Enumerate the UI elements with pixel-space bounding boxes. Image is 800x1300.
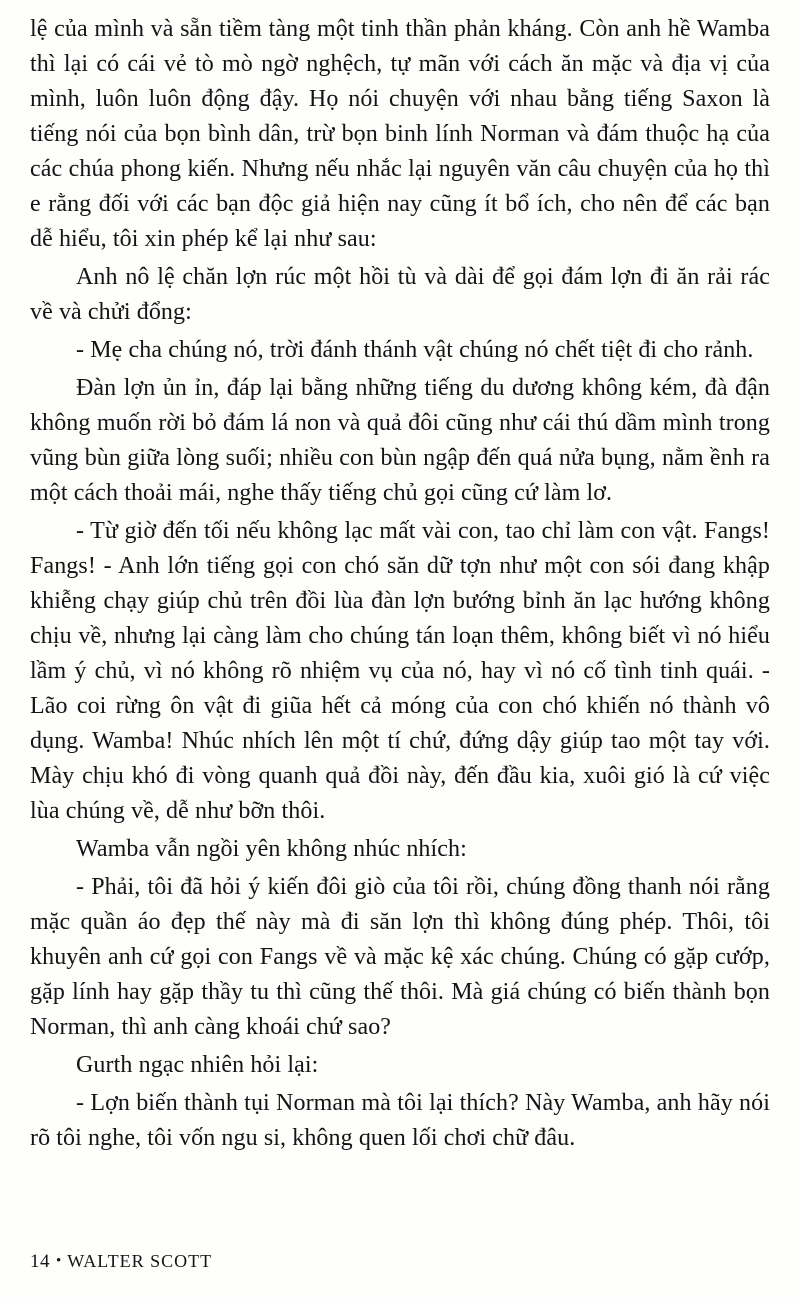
paragraph: Anh nô lệ chăn lợn rúc một hồi tù và dài để gọi đám lợn đi ăn rải rác về và chửi đổng:	[30, 264, 770, 325]
paragraph: - Từ giờ đến tối nếu không lạc mất vài con, tao chỉ làm con vật. Fangs! Fangs! - Anh lớn tiếng gọi con chó săn dữ tợn như một con sói đang khập khiễng chạy giúp chủ trên đồi lùa đàn lợn bướng bỉnh ăn lạc hướng không chịu về, nhưng lại càng làm cho chúng tán loạn thêm, không biết vì nó hiểu lầm ý chủ, vì nó không rõ nhiệm vụ của nó, hay vì nó cố tình tinh quái. - Lão coi rừng ôn vật đi giũa hết cả móng của con chó khiến nó thành vô dụng. Wamba! Nhúc nhích lên một tí chứ, đứng dậy giúp tao một tay với. Mày chịu khó đi vòng quanh quả đồi này, đến đầu kia, xuôi gió là cứ việc lùa chúng về, dễ như bỡn thôi.	[30, 518, 770, 824]
footer-separator: •	[56, 1253, 62, 1269]
paragraph: - Phải, tôi đã hỏi ý kiến đôi giò của tôi rồi, chúng đồng thanh nói rằng mặc quần áo đẹp thế này mà đi săn lợn thì không đúng phép. Thôi, tôi khuyên anh cứ gọi con Fangs về và mặc kệ xác chúng. Chúng có gặp cướp, gặp lính hay gặp thầy tu thì cũng thế thôi. Mà giá chúng có biến thành bọn Norman, thì anh càng khoái chứ sao?	[30, 874, 770, 1040]
page-text	[30, 12, 770, 1242]
author-name: WALTER SCOTT	[67, 1251, 213, 1271]
paragraph: Đàn lợn ủn ỉn, đáp lại bằng những tiếng du dương không kém, đà đận không muốn rời bỏ đám lá non và quả đôi cũng như cái thú dầm mình trong vũng bùn giữa lòng suối; nhiều con bùn ngập đến quá nửa bụng, nằm ềnh ra một cách thoải mái, nghe thấy tiếng chủ gọi cũng cứ làm lơ.	[30, 375, 770, 506]
paragraph: Gurth ngạc nhiên hỏi lại:	[76, 1052, 319, 1078]
paragraph: - Lợn biến thành tụi Norman mà tôi lại thích? Này Wamba, anh hãy nói rõ tôi nghe, tôi vốn ngu si, không quen lối chơi chữ đâu.	[30, 1090, 770, 1151]
paragraph: - Mẹ cha chúng nó, trời đánh thánh vật chúng nó chết tiệt đi cho rảnh.	[76, 337, 754, 363]
page-number: 14	[30, 1251, 50, 1272]
paragraph: lệ của mình và sẵn tiềm tàng một tinh thần phản kháng. Còn anh hề Wamba thì lại có cái vẻ tò mò ngờ nghệch, tự mãn với cách ăn mặc và địa vị của mình, luôn luôn động đậy. Họ nói chuyện với nhau bằng tiếng Saxon là tiếng nói của bọn bình dân, trừ bọn binh lính Norman và đám thuộc hạ của các chúa phong kiến. Nhưng nếu nhắc lại nguyên văn câu chuyện của họ thì e rằng đối với các bạn độc giả hiện nay cũng ít bổ ích, cho nên để các bạn dễ hiểu, tôi xin phép kể lại như sau:	[30, 16, 770, 252]
paragraph: Wamba vẫn ngồi yên không nhúc nhích:	[76, 836, 467, 862]
page-footer	[30, 1242, 770, 1300]
